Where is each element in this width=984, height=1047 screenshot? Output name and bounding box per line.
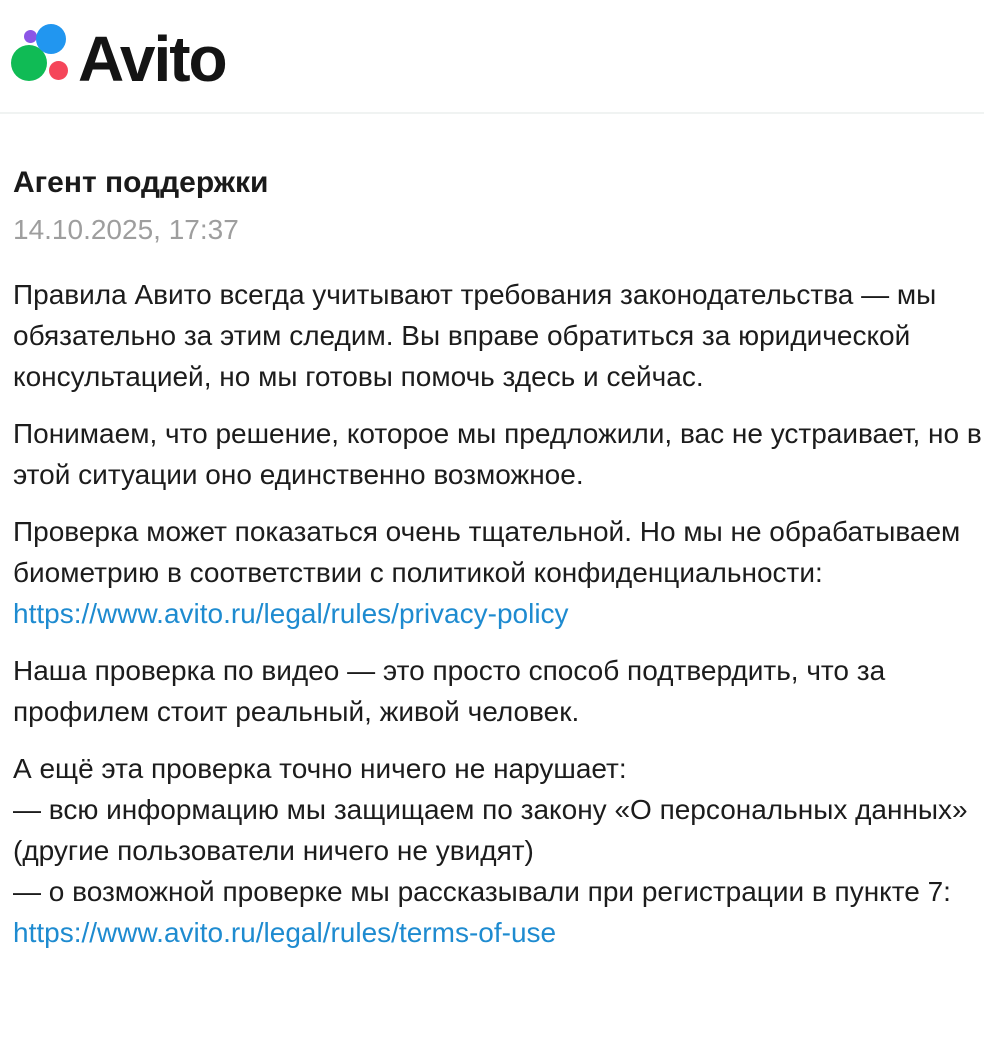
header-divider xyxy=(0,112,984,114)
message-line xyxy=(13,593,974,634)
message-line: консультацией, но мы готовы помочь здесь и сейчас. xyxy=(13,361,704,392)
message-line: Наша проверка по видео — это просто способ подтвердить, что за xyxy=(13,655,886,686)
message-line: биометрию в соответствии с политикой конфиденциальности: xyxy=(13,557,823,588)
logo-red-circle xyxy=(49,61,68,80)
logo-blue-circle xyxy=(36,24,66,54)
message-line: профилем стоит реальный, живой человек. xyxy=(13,696,580,727)
avito-logo[interactable] xyxy=(11,18,241,95)
message-timestamp: 14.10.2025, 17:37 xyxy=(13,214,239,245)
message-paragraph xyxy=(13,274,974,397)
message-line xyxy=(13,912,974,953)
message-line: — о возможной проверке мы рассказывали при регистрации в пункте 7: xyxy=(13,876,951,907)
message-line: этой ситуации оно единственно возможное. xyxy=(13,459,584,490)
message-paragraph xyxy=(13,511,974,634)
message-paragraph xyxy=(13,748,974,953)
header xyxy=(0,0,984,114)
legal-link[interactable]: https://www.avito.ru/legal/rules/terms-of-use xyxy=(13,917,557,948)
message-line: Проверка может показаться очень тщательной. Но мы не обрабатываем xyxy=(13,516,961,547)
message-line: (другие пользователи ничего не увидят) xyxy=(13,835,534,866)
avito-logo-icon xyxy=(11,18,81,84)
message-line: Понимаем, что решение, которое мы предложили, вас не устраивает, но в xyxy=(13,418,982,449)
message-line: — всю информацию мы защищаем по закону «О персональных данных» xyxy=(13,794,968,825)
avito-wordmark: Avito xyxy=(78,23,226,95)
message-body xyxy=(13,274,982,953)
message-line: Правила Авито всегда учитывают требования законодательства — мы xyxy=(13,279,937,310)
sender-name: Агент поддержки xyxy=(13,166,269,199)
message-line: А ещё эта проверка точно ничего не нарушает: xyxy=(13,753,627,784)
logo-purple-circle xyxy=(24,30,37,43)
message-paragraph xyxy=(13,650,974,732)
legal-link[interactable]: https://www.avito.ru/legal/rules/privacy-policy xyxy=(13,598,569,629)
message-area xyxy=(0,166,984,953)
message-paragraph xyxy=(13,413,982,495)
message-line: обязательно за этим следим. Вы вправе обратиться за юридической xyxy=(13,320,911,351)
